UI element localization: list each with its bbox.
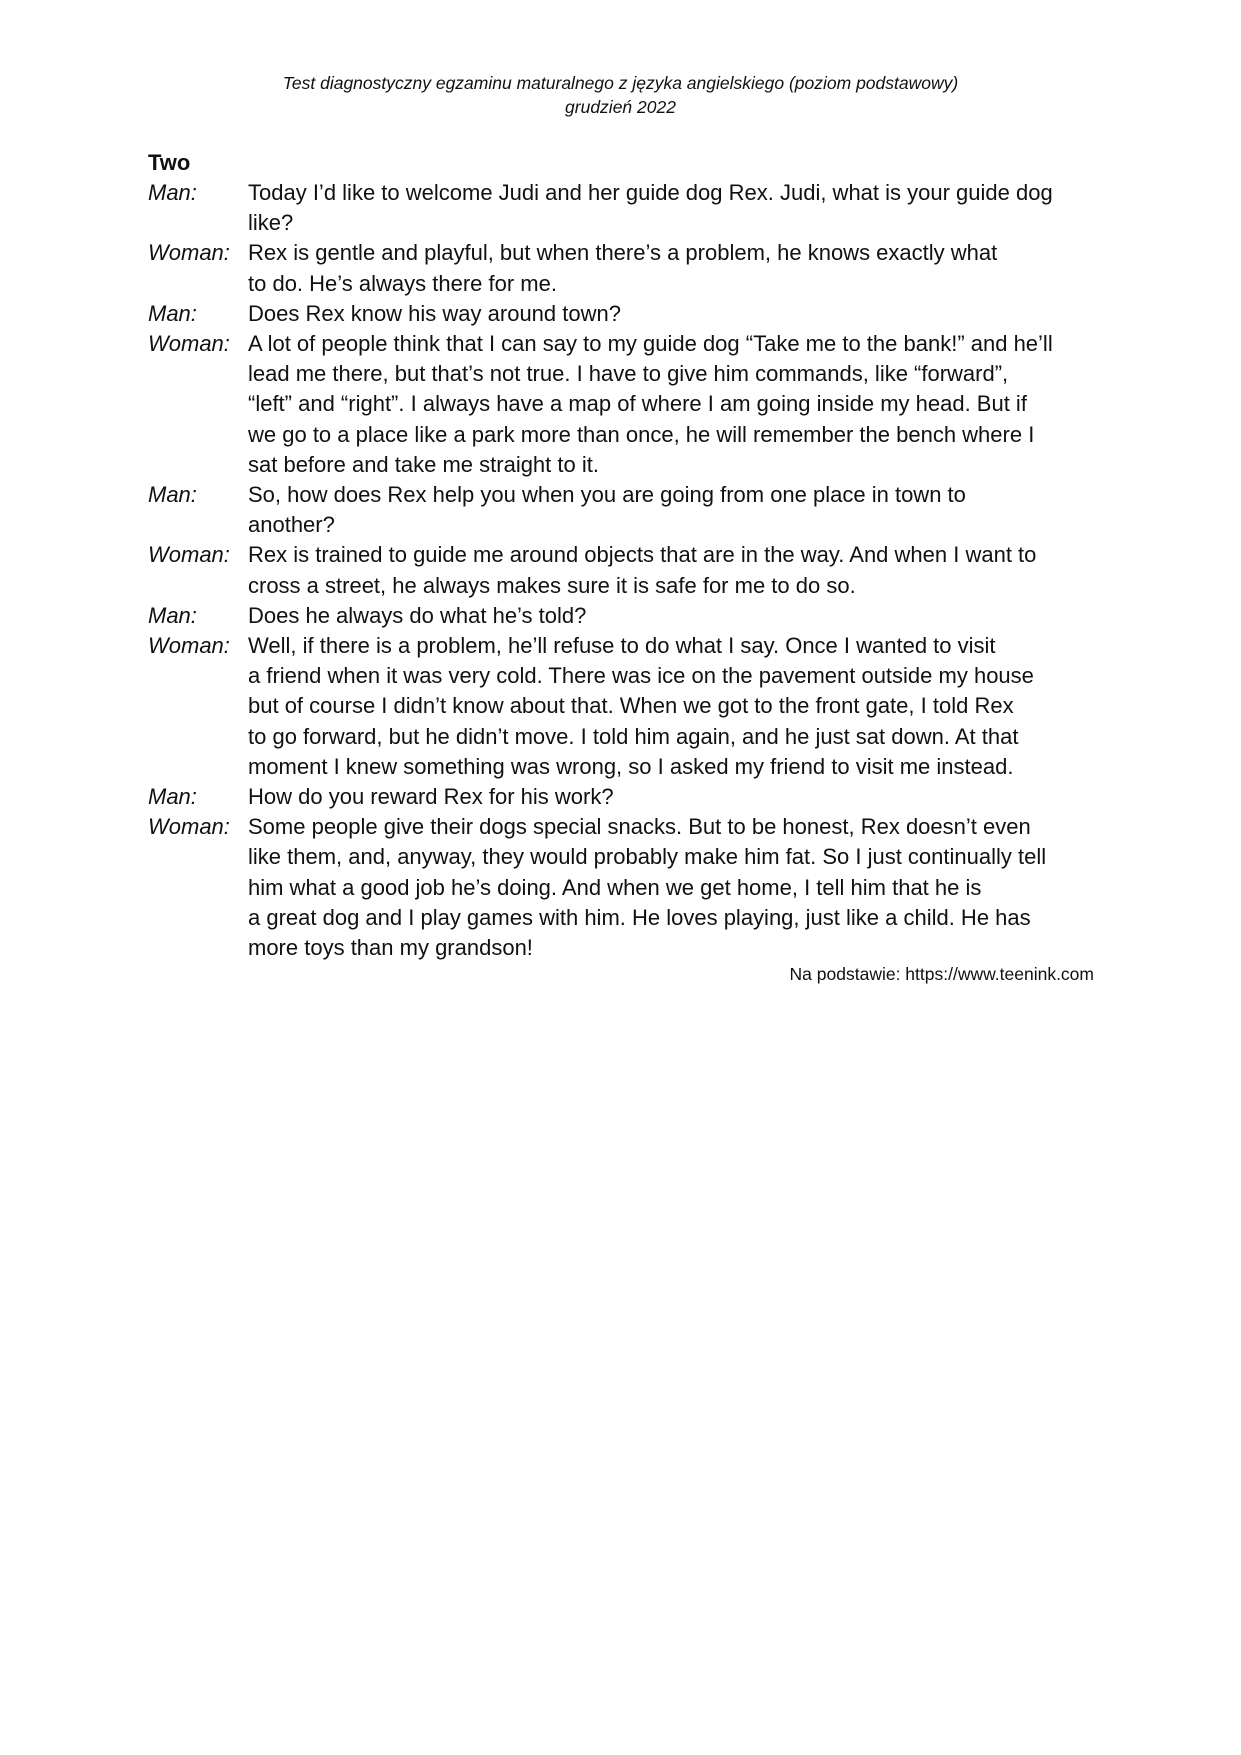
speech-line: to go forward, but he didn’t move. I told him again, and he just sat down. At that bbox=[248, 723, 1019, 749]
dialogue-turn bbox=[148, 178, 1098, 238]
dialogue-turn bbox=[148, 540, 1098, 600]
header-date: grudzień 2022 bbox=[565, 97, 676, 117]
speech-line: Some people give their dogs special snacks. But to be honest, Rex doesn’t even bbox=[248, 814, 1031, 840]
dialogue-turn bbox=[148, 238, 1098, 298]
speech-line: A lot of people think that I can say to my guide dog “Take me to the bank!” and he’ll bbox=[248, 331, 1053, 357]
dialogue-turn bbox=[148, 299, 1098, 329]
speaker-label: Woman: bbox=[148, 542, 230, 568]
speech-line: “left” and “right”. I always have a map of where I am going inside my head. But if bbox=[248, 391, 1027, 417]
header-title: Test diagnostyczny egzaminu maturalnego z języka angielskiego (poziom podstawowy) bbox=[282, 73, 959, 93]
dialogue-turn bbox=[148, 631, 1098, 782]
speaker-label: Woman: bbox=[148, 240, 230, 266]
dialogue-turn bbox=[148, 601, 1098, 631]
speech-line: moment I knew something was wrong, so I asked my friend to visit me instead. bbox=[248, 753, 1014, 779]
dialogue-transcript bbox=[148, 178, 1098, 963]
speech-text bbox=[248, 480, 1098, 540]
source-citation: Na podstawie: https://www.teenink.com bbox=[789, 964, 1094, 984]
dialogue-turn bbox=[148, 480, 1098, 540]
speech-line: lead me there, but that’s not true. I have to give him commands, like “forward”, bbox=[248, 361, 1009, 387]
speaker-label: Woman: bbox=[148, 814, 230, 840]
speech-text bbox=[248, 631, 1098, 782]
speech-text bbox=[248, 782, 1098, 812]
speech-text bbox=[248, 329, 1098, 480]
speech-line: more toys than my grandson! bbox=[248, 935, 533, 961]
speaker-label: Man: bbox=[148, 602, 197, 628]
speech-line: him what a good job he’s doing. And when we get home, I tell him that he is bbox=[248, 874, 982, 900]
speech-text bbox=[248, 601, 1098, 631]
speech-line: like them, and, anyway, they would probably make him fat. So I just continually tell bbox=[248, 844, 1047, 870]
speaker-label: Man: bbox=[148, 784, 197, 810]
speaker-label: Man: bbox=[148, 482, 197, 508]
section-title: Two bbox=[148, 150, 191, 175]
speech-line: another? bbox=[248, 512, 335, 538]
speaker-label: Man: bbox=[148, 180, 197, 205]
speech-text bbox=[248, 299, 1098, 329]
speech-line: Does he always do what he’s told? bbox=[248, 602, 587, 628]
speech-line: to do. He’s always there for me. bbox=[248, 270, 557, 296]
page-header bbox=[0, 71, 1241, 119]
speech-line: but of course I didn’t know about that. When we got to the front gate, I told Rex bbox=[248, 693, 1014, 719]
dialogue-turn bbox=[148, 812, 1098, 963]
speaker-label: Woman: bbox=[148, 331, 230, 357]
speech-text bbox=[248, 238, 1098, 298]
speaker-label: Man: bbox=[148, 300, 197, 326]
dialogue-turn bbox=[148, 782, 1098, 812]
speech-text bbox=[248, 812, 1098, 963]
speech-line: like? bbox=[248, 210, 294, 236]
speech-text bbox=[248, 178, 1098, 238]
speech-line: How do you reward Rex for his work? bbox=[248, 784, 614, 810]
speech-line: Rex is trained to guide me around objects that are in the way. And when I want to bbox=[248, 542, 1037, 568]
speech-line: sat before and take me straight to it. bbox=[248, 451, 599, 477]
speech-line: a friend when it was very cold. There was ice on the pavement outside my house bbox=[248, 663, 1034, 689]
speech-line: cross a street, he always makes sure it is safe for me to do so. bbox=[248, 572, 856, 598]
speech-text bbox=[248, 540, 1098, 600]
speech-line: we go to a place like a park more than once, he will remember the bench where I bbox=[248, 421, 1035, 447]
speech-line: a great dog and I play games with him. He loves playing, just like a child. He has bbox=[248, 904, 1031, 930]
speech-line: Today I’d like to welcome Judi and her guide dog Rex. Judi, what is your guide dog bbox=[248, 180, 1053, 205]
speaker-label: Woman: bbox=[148, 633, 230, 659]
dialogue-turn bbox=[148, 329, 1098, 480]
speech-line: Well, if there is a problem, he’ll refuse to do what I say. Once I wanted to visit bbox=[248, 633, 996, 659]
speech-line: Rex is gentle and playful, but when there’s a problem, he knows exactly what bbox=[248, 240, 998, 266]
speech-line: So, how does Rex help you when you are going from one place in town to bbox=[248, 482, 966, 508]
speech-line: Does Rex know his way around town? bbox=[248, 300, 621, 326]
